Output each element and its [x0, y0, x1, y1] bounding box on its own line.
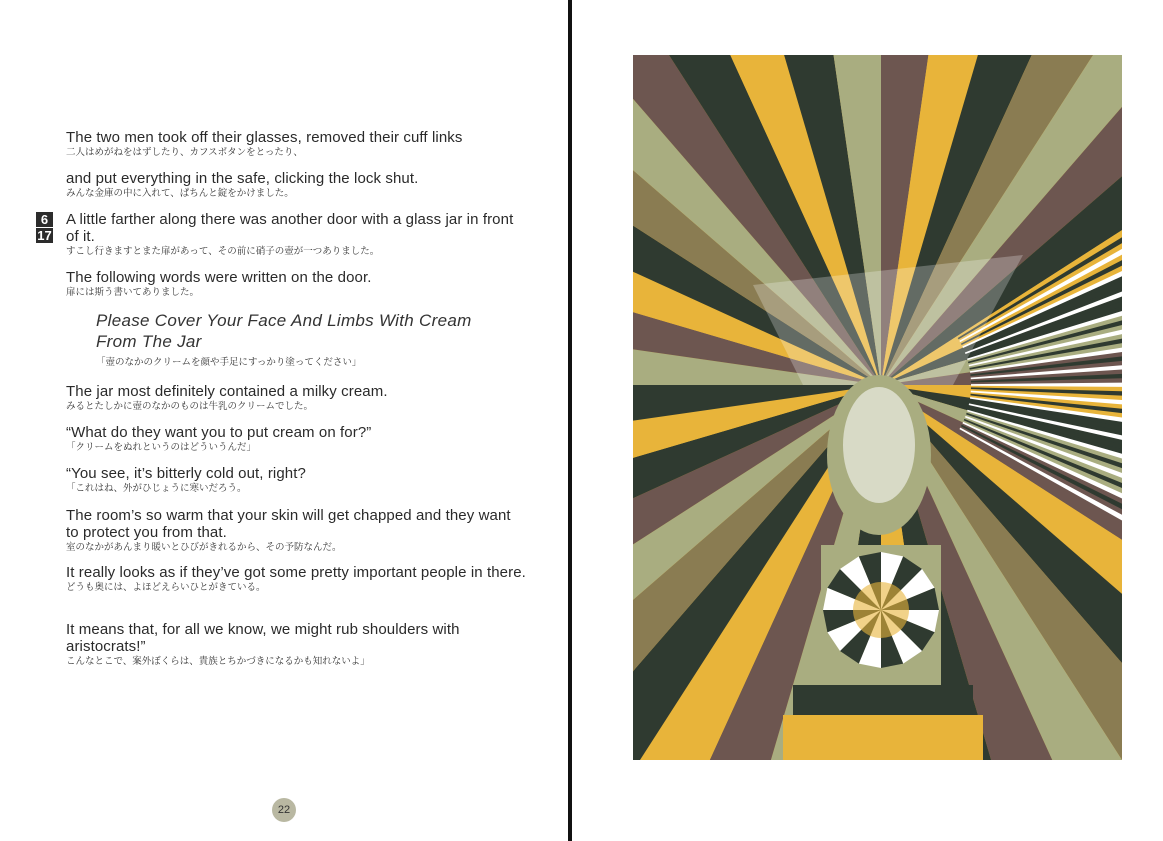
audio-track-marker — [36, 212, 53, 244]
paragraph — [66, 211, 526, 258]
japanese-text: みんな金庫の中に入れて、ぱちんと錠をかけました。 — [66, 188, 294, 199]
jar-highlight — [843, 387, 915, 503]
english-text: “You see, it’s bitterly cold out, right? — [66, 465, 306, 482]
japanese-text: 「これはね、外がひじょうに寒いだろう。 — [66, 483, 247, 494]
english-text: “What do they want you to put cream on for?” — [66, 424, 372, 441]
door-notice — [96, 311, 496, 369]
notice-japanese-text: 「壺のなかのクリームを顔や手足にすっかり塗ってください」 — [96, 357, 362, 368]
japanese-text: 「クリームをぬれというのはどういうんだ」 — [66, 442, 257, 453]
wheel-center — [853, 582, 909, 638]
english-text: The following words were written on the door. — [66, 269, 372, 286]
paragraph — [66, 507, 526, 554]
english-text: The two men took off their glasses, removed their cuff links — [66, 129, 463, 146]
left-page — [0, 0, 568, 841]
notice-english-text: Please Cover Your Face And Limbs With Cream From The Jar — [96, 311, 472, 351]
paragraph — [66, 564, 526, 594]
japanese-text: どうも奥には、よほどえらいひとがきている。 — [66, 582, 266, 593]
english-text: The room’s so warm that your skin will get chapped and they want to protect you from that. — [66, 507, 511, 541]
page-number: 22 — [272, 798, 296, 822]
english-text: A little farther along there was another door with a glass jar in front of it. — [66, 211, 514, 245]
op-art-illustration — [633, 55, 1122, 760]
paragraph — [66, 465, 526, 495]
paragraph — [66, 621, 526, 668]
japanese-text: こんなとこで、案外ぼくらは、貴族とちかづきになるかも知れないよ」 — [66, 656, 370, 667]
paragraph — [66, 383, 526, 413]
english-text: It means that, for all we know, we might rub shoulders with aristocrats!” — [66, 621, 460, 655]
paragraph — [66, 424, 526, 454]
disc-number: 6 — [36, 212, 53, 227]
english-text: The jar most definitely contained a milky cream. — [66, 383, 388, 400]
japanese-text: みるとたしかに壺のなかのものは牛乳のクリームでした。 — [66, 401, 314, 412]
paragraph — [66, 129, 526, 159]
paragraph — [66, 269, 526, 299]
english-text: It really looks as if they’ve got some pretty important people in there. — [66, 564, 526, 581]
japanese-text: 扉には斯う書いてありました。 — [66, 287, 200, 298]
illustration — [633, 55, 1122, 760]
base-bar — [783, 715, 983, 760]
japanese-text: すこし行きますとまた扉があって、その前に硝子の壺が一つありました。 — [66, 246, 380, 257]
track-number: 17 — [37, 228, 52, 243]
japanese-text: 二人はめがねをはずしたり、カフスボタンをとったり、 — [66, 147, 303, 158]
base-bar — [793, 685, 973, 715]
japanese-text: 室のなかがあんまり暖いとひびがきれるから、その予防なんだ。 — [66, 542, 342, 553]
paragraph — [66, 170, 526, 200]
english-text: and put everything in the safe, clicking the lock shut. — [66, 170, 419, 187]
